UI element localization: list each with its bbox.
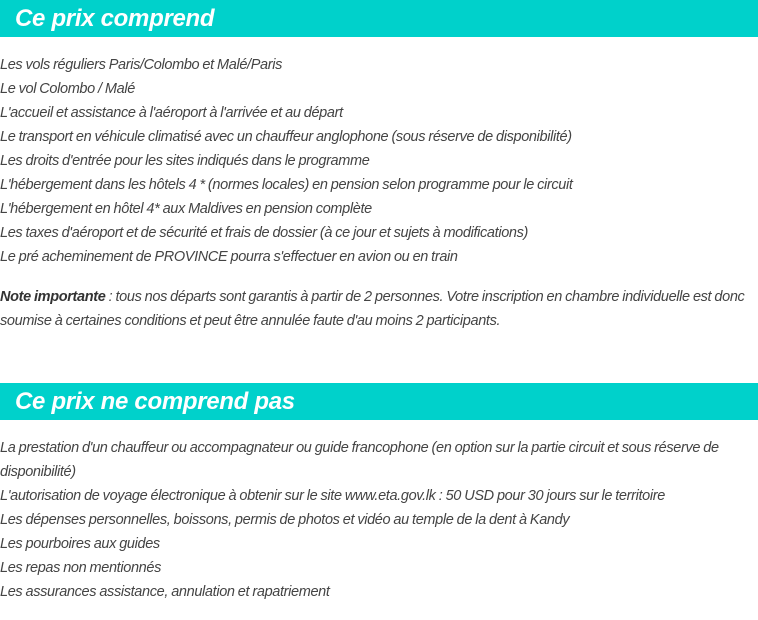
included-item: Les vols réguliers Paris/Colombo et Malé/Paris [0, 57, 282, 73]
included-item: Le pré acheminement de PROVINCE pourra s'effectuer en avion ou en train [0, 249, 458, 265]
included-banner [0, 0, 758, 37]
included-list [0, 53, 758, 269]
included-title: Ce prix comprend [15, 5, 215, 32]
excluded-item: La prestation d'un chauffeur ou accompagnateur ou guide francophone (en option sur la partie circuit et sous réserve de disponibilité) [0, 440, 719, 480]
included-item: Le vol Colombo / Malé [0, 81, 135, 97]
important-note [0, 285, 758, 333]
excluded-item: Les pourboires aux guides [0, 536, 160, 552]
important-note-label: Note importante [0, 289, 106, 305]
excluded-section [0, 383, 758, 604]
excluded-item: Les repas non mentionnés [0, 560, 161, 576]
excluded-item: L'autorisation de voyage électronique à obtenir sur le site www.eta.gov.lk : 50 USD pour 30 jours sur le territoire [0, 488, 665, 504]
excluded-item: Les assurances assistance, annulation et rapatriement [0, 584, 330, 600]
included-item: L'accueil et assistance à l'aéroport à l'arrivée et au départ [0, 105, 343, 121]
important-note-text: : tous nos départs sont garantis à partir de 2 personnes. Votre inscription en chambre individuelle est donc soumise à certaines conditions et peut être annulée faute d'au moins 2 participants. [0, 289, 745, 329]
included-item: L'hébergement dans les hôtels 4 * (normes locales) en pension selon programme pour le circuit [0, 177, 573, 193]
excluded-banner [0, 383, 758, 420]
excluded-item: Les dépenses personnelles, boissons, permis de photos et vidéo au temple de la dent à Kandy [0, 512, 570, 528]
included-item: Les droits d'entrée pour les sites indiqués dans le programme [0, 153, 370, 169]
excluded-list [0, 436, 758, 604]
included-item: L'hébergement en hôtel 4* aux Maldives en pension complète [0, 201, 372, 217]
included-item: Le transport en véhicule climatisé avec un chauffeur anglophone (sous réserve de disponibilité) [0, 129, 572, 145]
excluded-title: Ce prix ne comprend pas [15, 388, 295, 415]
included-item: Les taxes d'aéroport et de sécurité et frais de dossier (à ce jour et sujets à modifications) [0, 225, 529, 241]
